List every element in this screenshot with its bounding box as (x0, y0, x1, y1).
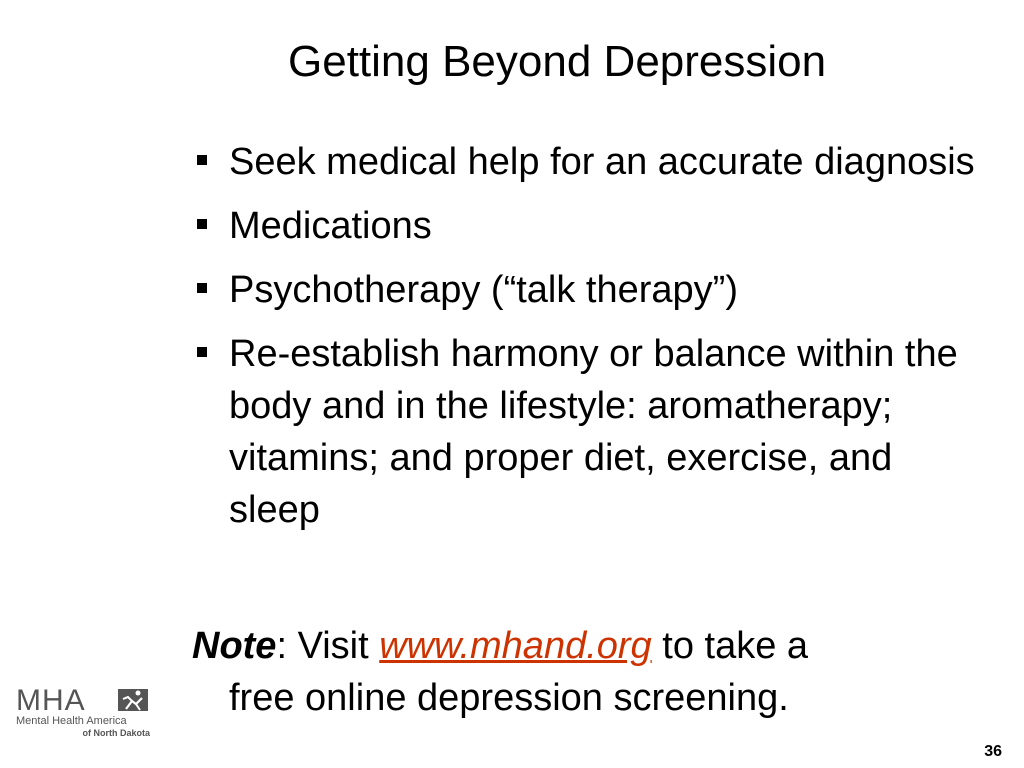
bullet-item (192, 264, 982, 316)
logo-org-name: Mental Health America (16, 715, 127, 727)
square-bullet-icon (197, 283, 207, 293)
note-line-2: free online depression screening. (229, 677, 789, 719)
mha-logo (14, 683, 154, 739)
bullet-item (192, 200, 982, 252)
logo-sub-name: of North Dakota (82, 728, 150, 738)
bullet-text: Medications (229, 205, 432, 247)
bullet-list (192, 136, 982, 548)
mhand-website-link[interactable]: www.mhand.org (379, 625, 652, 667)
note-after-link-text: to take a (651, 625, 809, 667)
note-visit-text: : Visit (276, 625, 380, 667)
slide-title: Getting Beyond Depression (288, 37, 827, 86)
square-bullet-icon (197, 347, 207, 357)
bullet-text: Psychotherapy (“talk therapy”) (229, 269, 738, 311)
square-bullet-icon (197, 155, 207, 165)
note-line-1 (192, 620, 992, 672)
bullet-text: Re-establish harmony or balance within the body and in the lifestyle: aromatherapy; vitamins; and proper diet, exercise, and sleep (229, 333, 958, 531)
square-bullet-icon (197, 219, 207, 229)
note-paragraph (192, 620, 992, 724)
running-figure-icon (118, 689, 148, 711)
bullet-item (192, 136, 982, 188)
note-label: Note (192, 625, 277, 667)
bullet-item (192, 328, 982, 536)
page-number: 36 (984, 743, 1002, 760)
bullet-text: Seek medical help for an accurate diagnosis (229, 141, 975, 183)
logo-mark-text: MHA (16, 684, 86, 717)
